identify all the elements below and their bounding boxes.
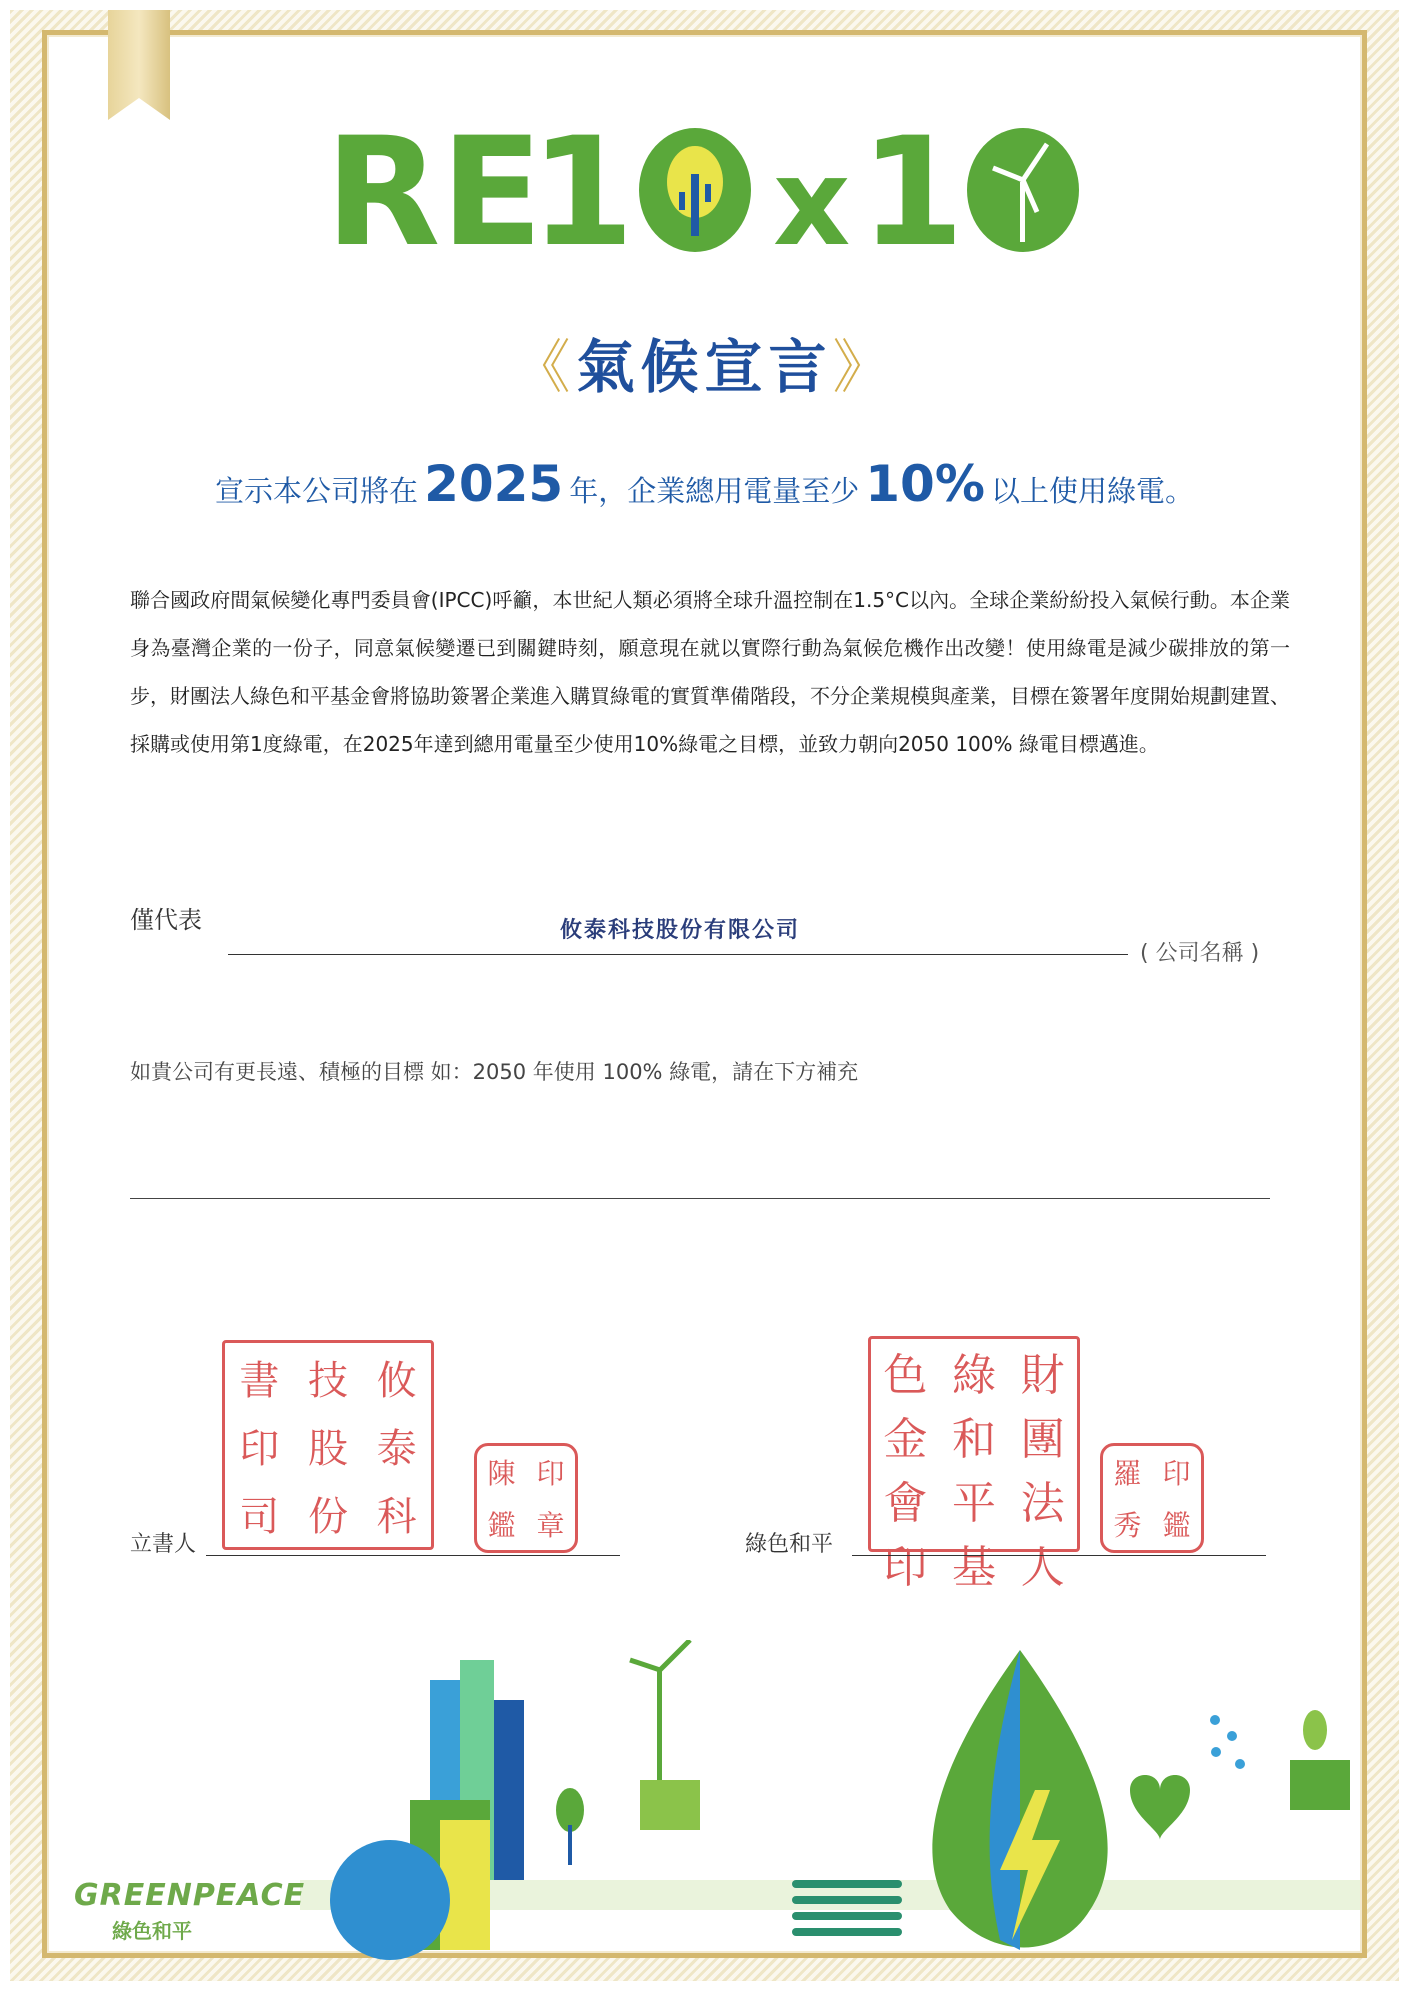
title-close-bracket: 》 [832, 333, 897, 401]
greenpeace-logo-cn: 綠色和平 [112, 1919, 192, 1943]
additional-goal-line[interactable] [130, 1198, 1270, 1199]
seal-char: 基 [951, 1542, 996, 1593]
headline-mid: 年，企業總用電量至少 [569, 474, 860, 508]
greenpeace-logo: GREENPEACE [74, 1878, 306, 1913]
signer-line[interactable] [206, 1555, 620, 1556]
signer-label: 立書人 [130, 1532, 197, 1557]
seal-char: 團 [1020, 1414, 1065, 1465]
tree-zero-icon [639, 128, 751, 252]
greenpeace-sign-label: 綠色和平 [745, 1532, 834, 1557]
company-name-caption: ( 公司名稱 ) [1140, 941, 1260, 966]
headline-pledge [0, 455, 1409, 513]
green-city-illustration [300, 1640, 1360, 1964]
turbine-zero-icon [967, 128, 1079, 252]
declaration-body: 聯合國政府間氣候變化專門委員會(IPCC)呼籲，本世紀人類必須將全球升溫控制在1.5°C以內。全球企業紛紛投入氣候行動。本企業身為臺灣企業的一份子，同意氣候變遷已到關鍵時刻，願意現在就以實際行動為氣候危機作出改變！使用綠電是減少碳排放的第一步，財團法人綠色和平基金會將協助簽署企業進入購買綠電的實質準備階段，不分企業規模與產業，目標在簽署年度開始規劃建置、採購或使用第1度綠電，在2025年達到總用電量至少使用10%綠電之目標，並致力朝向2050 100% 綠電目標邁進。 [130, 588, 1290, 756]
greenpeace-rep-seal: 羅 印 秀 鑑 [1100, 1443, 1204, 1553]
logo-re-text: RE [324, 112, 543, 262]
re10x10-logo [0, 112, 1409, 262]
additional-goal-note: 如貴公司有更長遠、積極的目標 如：2050 年使用 100% 綠電，請在下方補充 [130, 1060, 859, 1084]
seal-char: 綠 [951, 1350, 996, 1401]
representative-seal-stamp: 陳 印 鑑 章 [474, 1443, 578, 1553]
greenpeace-sign-line[interactable] [852, 1555, 1266, 1556]
company-seal-stamp: 書 技 攸 印 股 泰 司 份 科 [222, 1340, 434, 1550]
seal-char: 人 [1020, 1542, 1065, 1593]
seal-char: 財 [1020, 1350, 1065, 1401]
seal-char: 和 [951, 1414, 996, 1465]
logo-one-text-2: 1 [859, 112, 964, 262]
seal-char: 金 [883, 1414, 928, 1465]
title-open-bracket: 《 [512, 333, 577, 401]
seal-char: 色 [883, 1350, 928, 1401]
headline-pre: 宣示本公司將在 [215, 474, 419, 508]
declaration-title [0, 320, 1409, 404]
logo-x-text: x [772, 134, 850, 262]
headline-year: 2025 [424, 455, 564, 513]
title-text: 氣候宣言 [576, 333, 833, 401]
logo-one-text: 1 [529, 112, 634, 262]
company-name-line[interactable] [228, 954, 1128, 955]
representative-label: 僅代表 [130, 906, 202, 934]
company-name: 攸泰科技股份有限公司 [559, 917, 800, 943]
greenpeace-foundation-seal [868, 1336, 1080, 1593]
seal-char: 印 [883, 1542, 928, 1593]
seal-char: 平 [951, 1478, 996, 1529]
headline-percent: 10% [865, 455, 985, 513]
headline-post: 以上使用綠電。 [990, 474, 1194, 508]
seal-char: 會 [883, 1478, 928, 1529]
seal-char: 法 [1020, 1478, 1065, 1529]
